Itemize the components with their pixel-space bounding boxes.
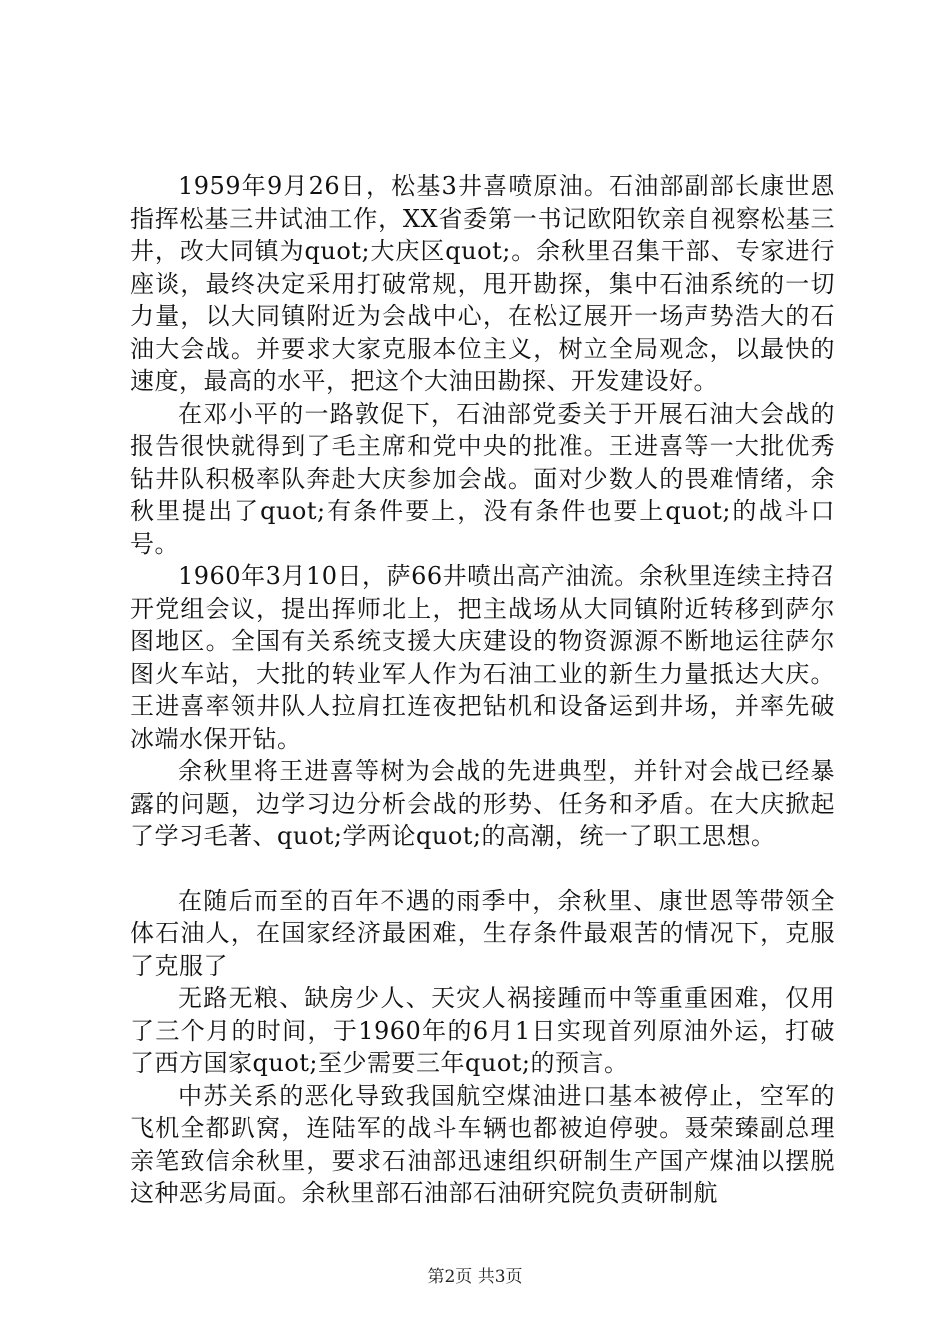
paragraph-campaign-approval: 在邓小平的一路敦促下，石油部党委关于开展石油大会战的报告很快就得到了毛主席和党中央的批准。王进喜等一大批优秀钻井队积极率队奔赴大庆参加会战。面对少数人的畏难情绪，余秋里提出了quot;有条件要上，没有条件也要上quot;的战斗口号。 <box>130 399 835 558</box>
document-body <box>130 170 835 1210</box>
paragraph-rainy-season: 在随后而至的百年不遇的雨季中，余秋里、康世恩等带领全体石油人，在国家经济最困难，生存条件最艰苦的情况下，克服了克服了 <box>130 886 835 980</box>
page-number-footer: 第2页 共3页 <box>427 1267 523 1287</box>
paragraph-1960-sa66-well: 1960年3月10日，萨66井喷出高产油流。余秋里连续主持召开党组会议，提出挥师北上，把主战场从大同镇附近转移到萨尔图地区。全国有关系统支援大庆建设的物资源源不断地运往萨尔图火车站，大批的转业军人作为石油工业的新生力量抵达大庆。王进喜率领井队人拉肩扛连夜把钻机和设备运到井场，并率先破冰端水保开钻。 <box>130 562 835 753</box>
paragraph-1959-gusher: 1959年9月26日，松基3井喜喷原油。石油部副部长康世恩指挥松基三井试油工作，XX省委第一书记欧阳钦亲自视察松基三井，改大同镇为quot;大庆区quot;。余秋里召集干部、专家进行座谈，最终决定采用打破常规，甩开勘探，集中石油系统的一切力量，以大同镇附近为会战中心，在松辽展开一场声势浩大的石油大会战。并要求大家克服本位主义，树立全局观念，以最快的速度，最高的水平，把这个大油田勘探、开发建设好。 <box>130 172 835 395</box>
paragraph-first-export: 无路无粮、缺房少人、天灾人祸接踵而中等重重困难，仅用了三个月的时间，于1960年的6月1日实现首列原油外运，打破了西方国家quot;至少需要三年quot;的预言。 <box>130 984 835 1077</box>
paragraph-aviation-fuel: 中苏关系的恶化导致我国航空煤油进口基本被停止，空军的飞机全都趴窝，连陆军的战斗车辆也都被迫停驶。聂荣臻副总理亲笔致信余秋里，要求石油部迅速组织研制生产国产煤油以摆脱这种恶劣局面。余秋里部石油部石油研究院负责研制航 <box>130 1081 835 1207</box>
paragraph-model-workers: 余秋里将王进喜等树为会战的先进典型，并针对会战已经暴露的问题，边学习边分析会战的形势、任务和矛盾。在大庆掀起了学习毛著、quot;学两论quot;的高潮，统一了职工思想。 <box>130 757 835 850</box>
